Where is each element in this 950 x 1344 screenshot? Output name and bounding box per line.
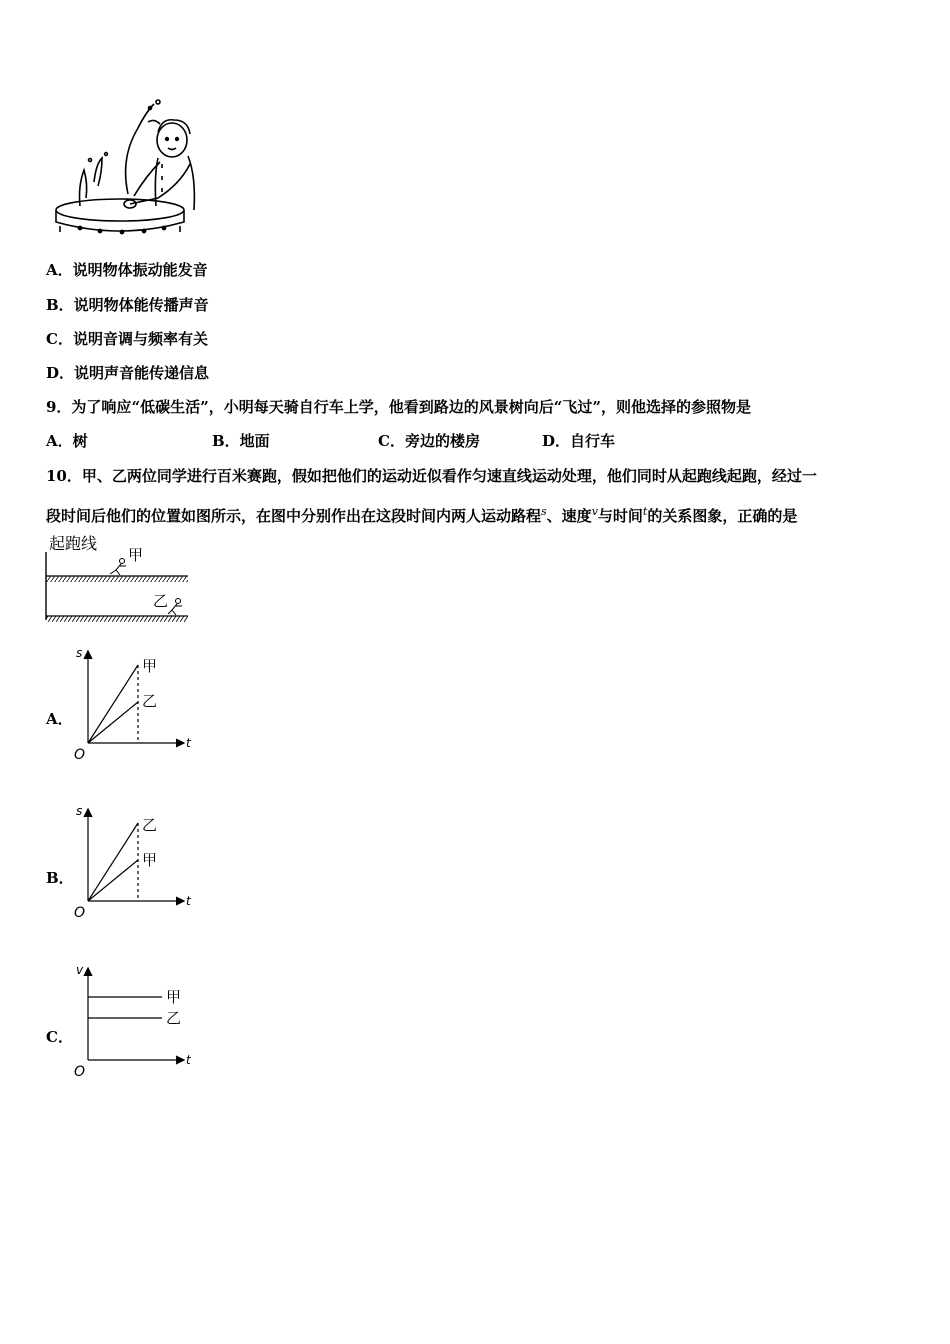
- graph-c-origin: O: [74, 1064, 86, 1080]
- graph-c-lower-label: 乙: [166, 1009, 182, 1027]
- q10-stem-part-b: 、速度: [546, 507, 592, 525]
- runner-yi-label: 乙: [153, 592, 169, 610]
- graph-c-y-label: v: [76, 963, 84, 977]
- graph-c: [70, 962, 200, 1080]
- q9-stem: 9．为了响应“低碳生活”，小明每天骑自行车上学，他看到路边的风景树向后“飞过”，则他选择的参照物是: [46, 398, 751, 416]
- q8-option-b: B．说明物体能传播声音: [46, 296, 209, 314]
- q9-option-a: A．树: [46, 432, 88, 450]
- q9-option-b: B．地面: [212, 432, 270, 450]
- graph-b-option: B．: [46, 869, 74, 887]
- runner-jia-icon: [110, 559, 126, 576]
- graph-b-y-label: s: [76, 804, 83, 818]
- q8-option-d: D．说明声音能传递信息: [46, 364, 210, 382]
- q10-stem-line1: 10．甲、乙两位同学进行百米赛跑，假如把他们的运动近似看作匀速直线运动处理，他们同时从起跑线起跑，经过一: [46, 467, 817, 485]
- q9-option-d: D．自行车: [542, 432, 616, 450]
- graph-a-origin: O: [74, 747, 86, 763]
- graph-c-option: C．: [46, 1028, 73, 1046]
- q10-stem-line2: [46, 502, 797, 526]
- q8-option-c: C．说明音调与频率有关: [46, 330, 208, 348]
- graph-a-x-label: t: [186, 736, 191, 750]
- drum-illustration: [50, 98, 202, 238]
- runner-jia-label: 甲: [128, 546, 144, 564]
- var-v: v: [591, 505, 598, 518]
- graph-b: [70, 803, 200, 921]
- q10-stem-part-d: 的关系图象，正确的是: [647, 507, 798, 525]
- graph-b-origin: O: [74, 905, 86, 921]
- graph-b-x-label: t: [186, 894, 191, 908]
- start-line-label: 起跑线: [49, 534, 98, 553]
- graph-c-upper-label: 甲: [166, 988, 182, 1006]
- q10-stem-part-a: 段时间后他们的位置如图所示，在图中分别作出在这段时间内两人运动路程: [46, 507, 542, 525]
- q10-stem-part-c: 与时间: [597, 507, 643, 525]
- graph-a-y-label: s: [76, 646, 83, 660]
- graph-b-lower-label: 甲: [142, 851, 158, 869]
- graph-a: [70, 645, 200, 763]
- graph-a-lower-label: 乙: [142, 692, 158, 710]
- q9-option-c: C．旁边的楼房: [378, 432, 480, 450]
- var-s: s: [541, 505, 547, 518]
- q8-option-a: A．说明物体振动能发音: [46, 261, 208, 279]
- graph-b-upper-label: 乙: [142, 816, 158, 834]
- graph-a-upper-label: 甲: [142, 657, 158, 675]
- var-t: t: [642, 505, 648, 518]
- track-diagram: [40, 532, 200, 628]
- runner-yi-icon: [168, 599, 182, 616]
- graph-c-x-label: t: [186, 1053, 191, 1067]
- graph-a-option: A．: [46, 710, 73, 728]
